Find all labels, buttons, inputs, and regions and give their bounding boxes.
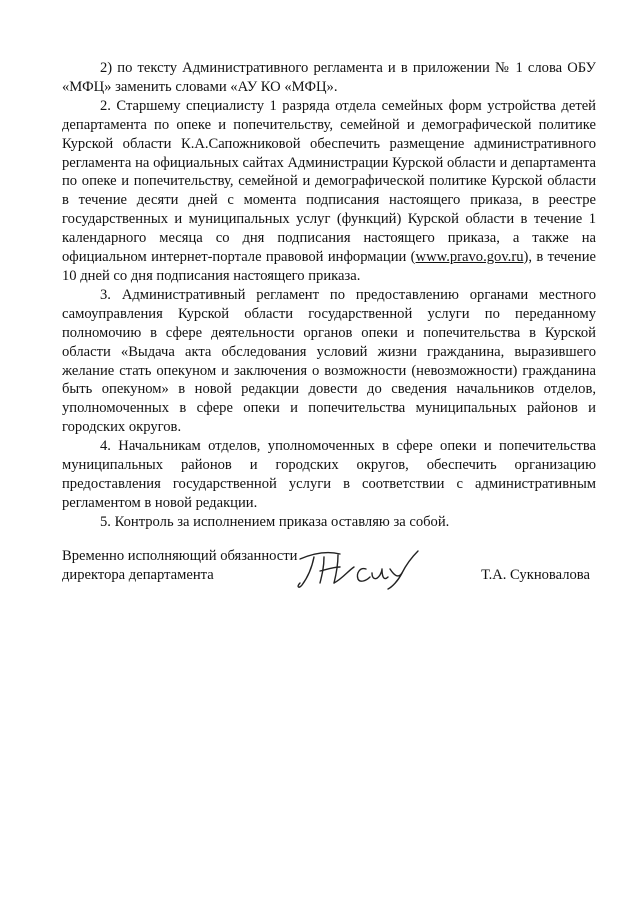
- signature-block: [62, 547, 596, 597]
- paragraph-1: 2) по тексту Административного регламента и в приложении № 1 слова ОБУ «МФЦ» заменить словами «АУ КО «МФЦ».: [62, 60, 596, 95]
- paragraph-2: 2. Старшему специалисту 1 разряда отдела семейных форм устройства детей департамента по опеке и попечительству, семейной и демографической политике Курской области К.А.Сапожниковой обеспечить размещение административного регламента на официальных сайтах Администрации Курской области и департамента по опеке и попечительству, семейной и демографической политике Курской области в течение десяти дней с момента подписания настоящего приказа, в реестре государственных и муниципальных услуг (функций) Курской области в течение 1 календарного месяца со дня подписания настоящего приказа, а также на официальном интернет-портале правовой информации (www.pravo.gov.ru), в течение 10 дней со дня подписания настоящего приказа.: [62, 97, 597, 284]
- handwritten-signature: [294, 545, 424, 591]
- paragraph-3: 3. Административный регламент по предоставлению органами местного самоуправления Курской области государственной услуги по переданному полномочию в сфере деятельности органов опеки и попечительства в Курской области «Выдача акта обследования условий жизни гражданина, выразившего желание стать опекуном и заключения о возможности (невозможности) гражданина быть опекуном» в новой редакции довести до сведения начальников отделов, уполномоченных в сфере опеки и попечительства муниципальных районов и городских округов.: [62, 286, 596, 436]
- paragraph-5: 5. Контроль за исполнением приказа оставляю за собой.: [100, 513, 450, 530]
- document-body: [62, 59, 596, 532]
- paragraph-4: 4. Начальникам отделов, уполномоченных в сфере опеки и попечительства муниципальных районов и городских округов, обеспечить организацию предоставления государственной услуги в соответствии с административным регламентом в новой редакции.: [62, 438, 596, 511]
- signer-title-line1: Временно исполняющий обязанности: [62, 548, 298, 564]
- signer-title: [62, 547, 297, 585]
- signer-title-line2: директора департамента: [62, 567, 214, 583]
- signer-name: Т.А. Сукновалова: [481, 567, 590, 583]
- pravo-gov-link[interactable]: www.pravo.gov.ru: [415, 249, 524, 266]
